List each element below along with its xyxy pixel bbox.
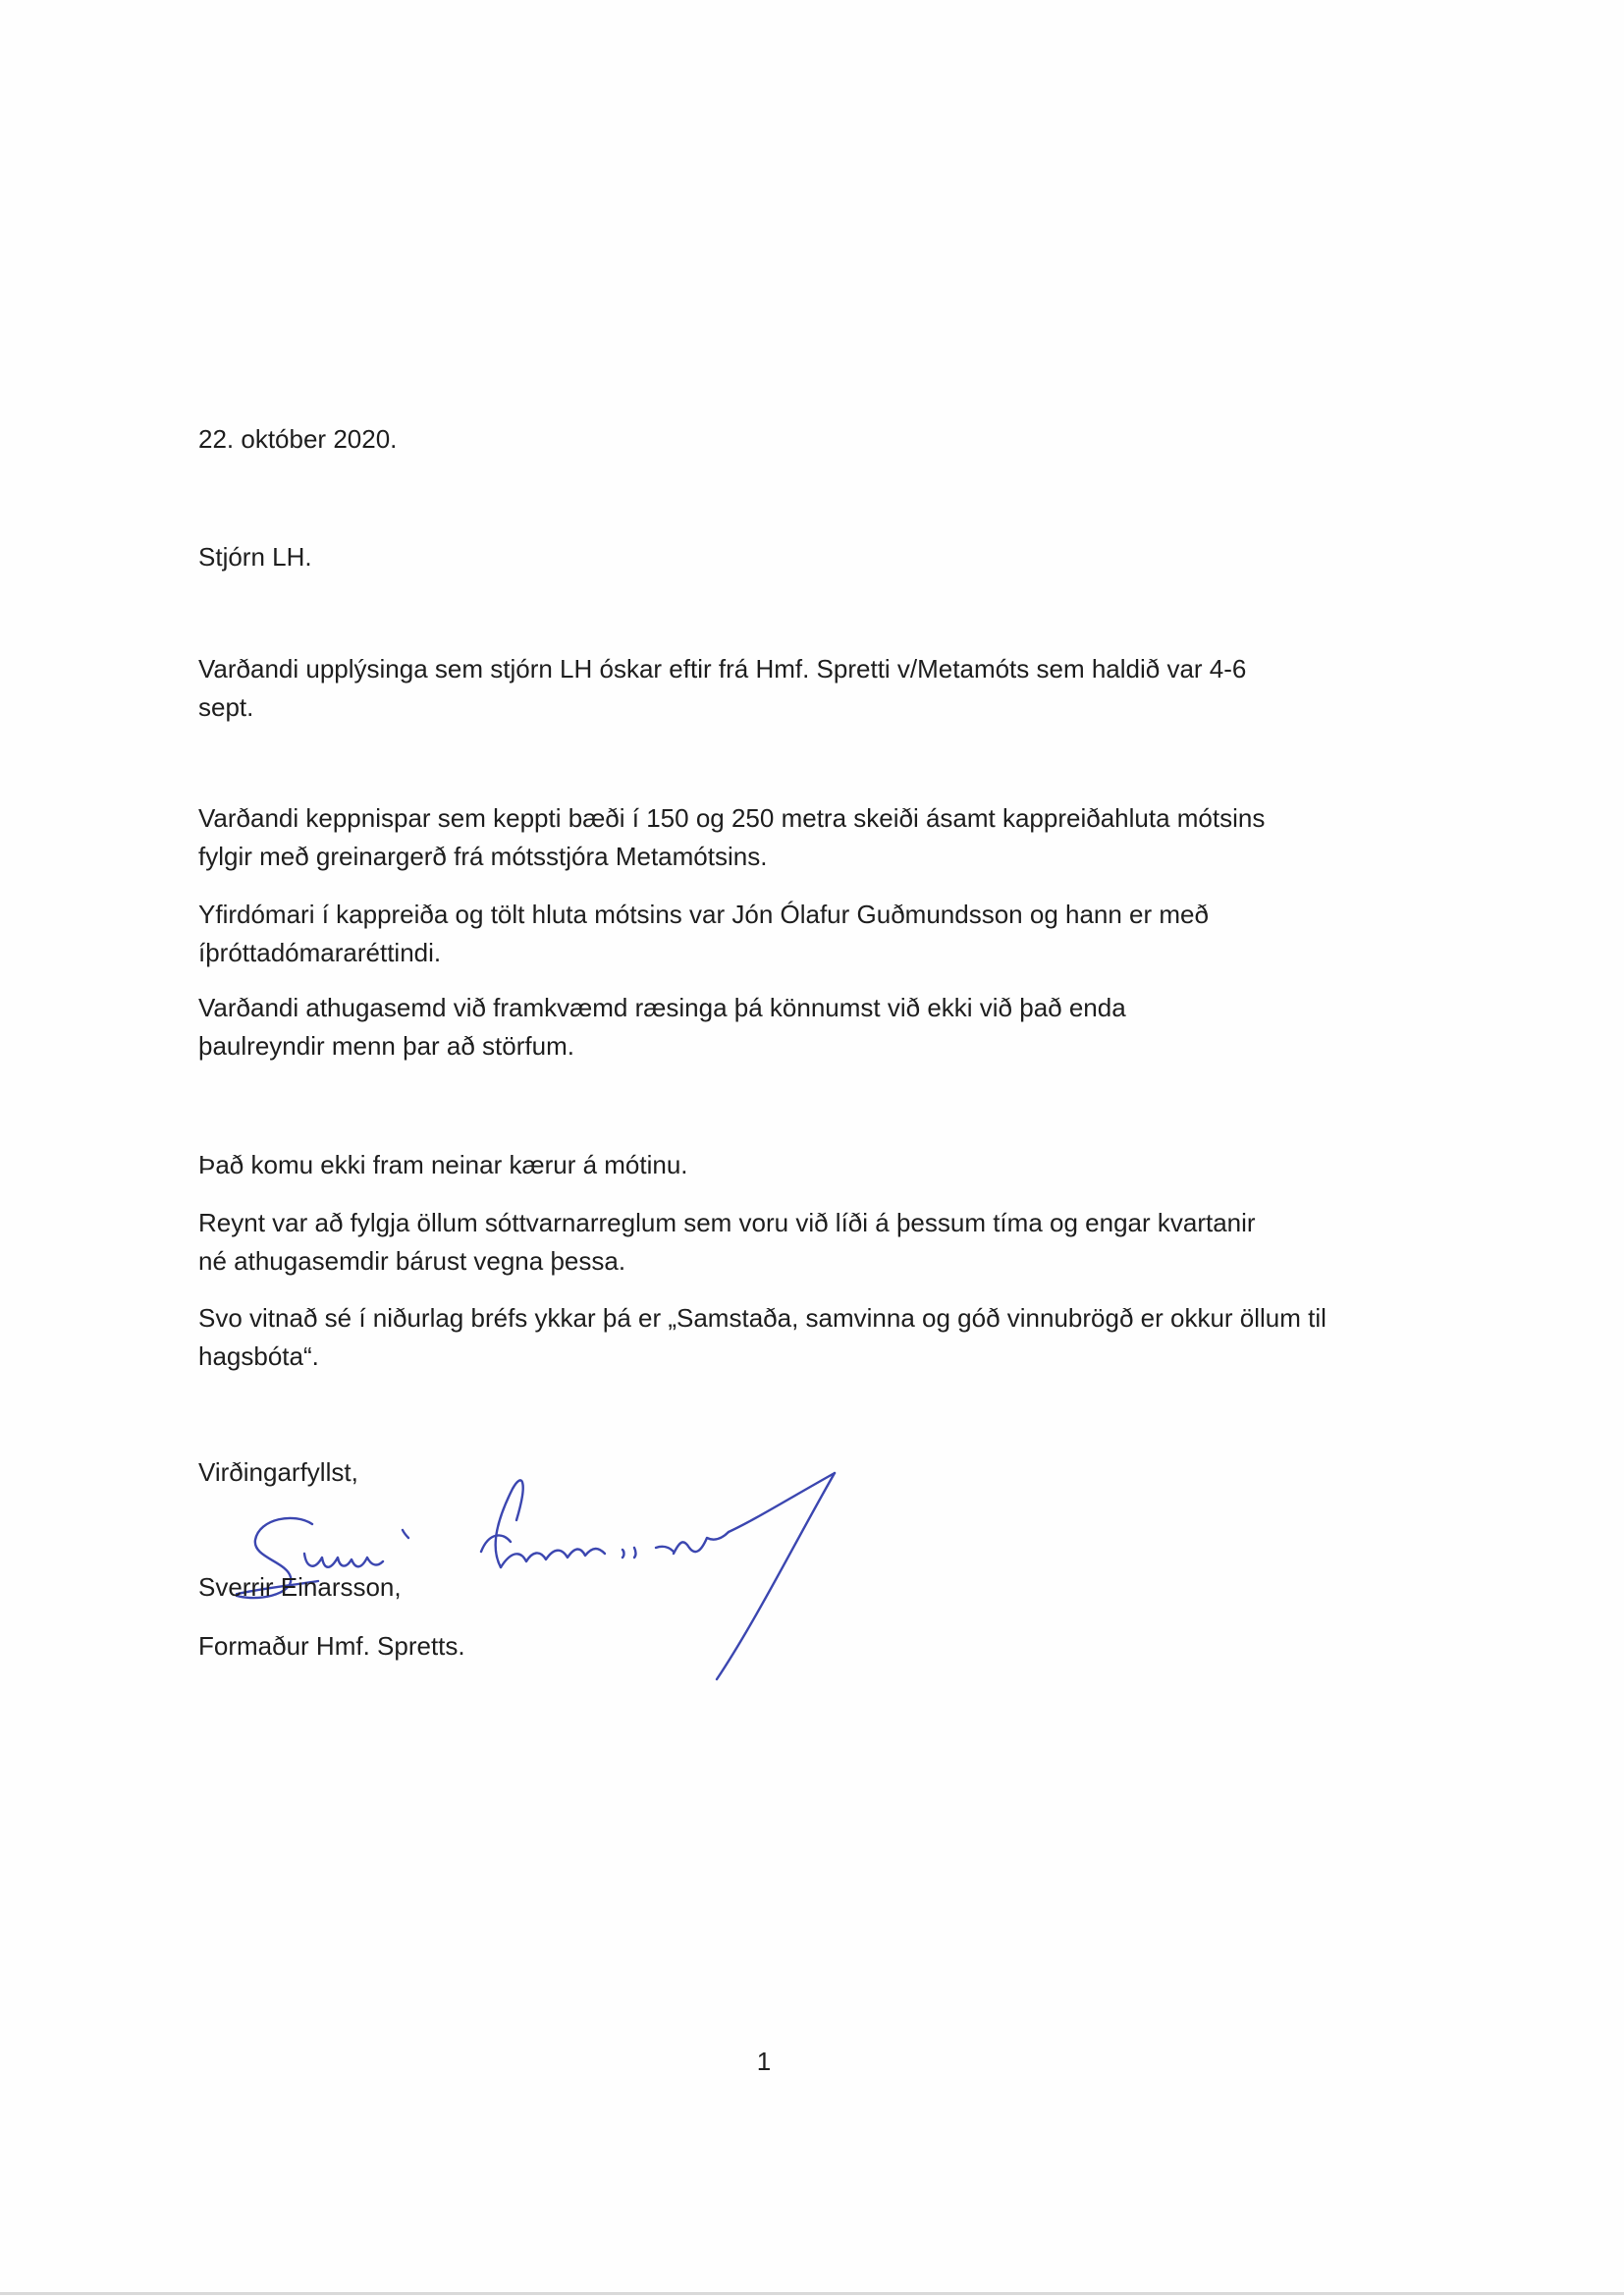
signer-name: Sverrir Einarsson, xyxy=(198,1572,402,1602)
paragraph-complaints: Það komu ekki fram neinar kærur á mótinu. xyxy=(198,1150,688,1179)
letter-date: 22. október 2020. xyxy=(198,424,398,454)
letter-recipient: Stjórn LH. xyxy=(198,542,312,572)
signer-title: Formaður Hmf. Spretts. xyxy=(198,1631,465,1661)
letter-closing: Virðingarfyllst, xyxy=(198,1457,358,1487)
paragraph-covid-rules: Reynt var að fylgja öllum sóttvarnarreglum sem voru við líði á þessum tíma og engar kvartanir né athugasemdir bárust vegna þessa. xyxy=(198,1208,1256,1276)
paragraph-competitors: Varðandi keppnispar sem keppti bæði í 150 og 250 metra skeiði ásamt kappreiðahluta mótsins fylgir með greinargerð frá mótsstjóra Metamótsins. xyxy=(198,803,1266,871)
page-number: 1 xyxy=(756,2047,772,2076)
paragraph-chief-judge: Yfirdómari í kappreiða og tölt hluta mótsins var Jón Ólafur Guðmundsson og hann er með íþróttadómararéttindi. xyxy=(198,900,1209,967)
paragraph-quote: Svo vitnað sé í niðurlag bréfs ykkar þá er „Samstaða, samvinna og góð vinnubrögð er okkur öllum til hagsbóta“. xyxy=(198,1303,1326,1371)
paragraph-starts: Varðandi athugasemd við framkvæmd ræsinga þá könnumst við ekki við það enda þaulreyndir menn þar að störfum. xyxy=(198,993,1126,1061)
scan-bottom-edge xyxy=(0,2292,1624,2295)
paragraph-request: Varðandi upplýsinga sem stjórn LH óskar eftir frá Hmf. Spretti v/Metamóts sem haldið var 4-6 sept. xyxy=(198,654,1247,722)
